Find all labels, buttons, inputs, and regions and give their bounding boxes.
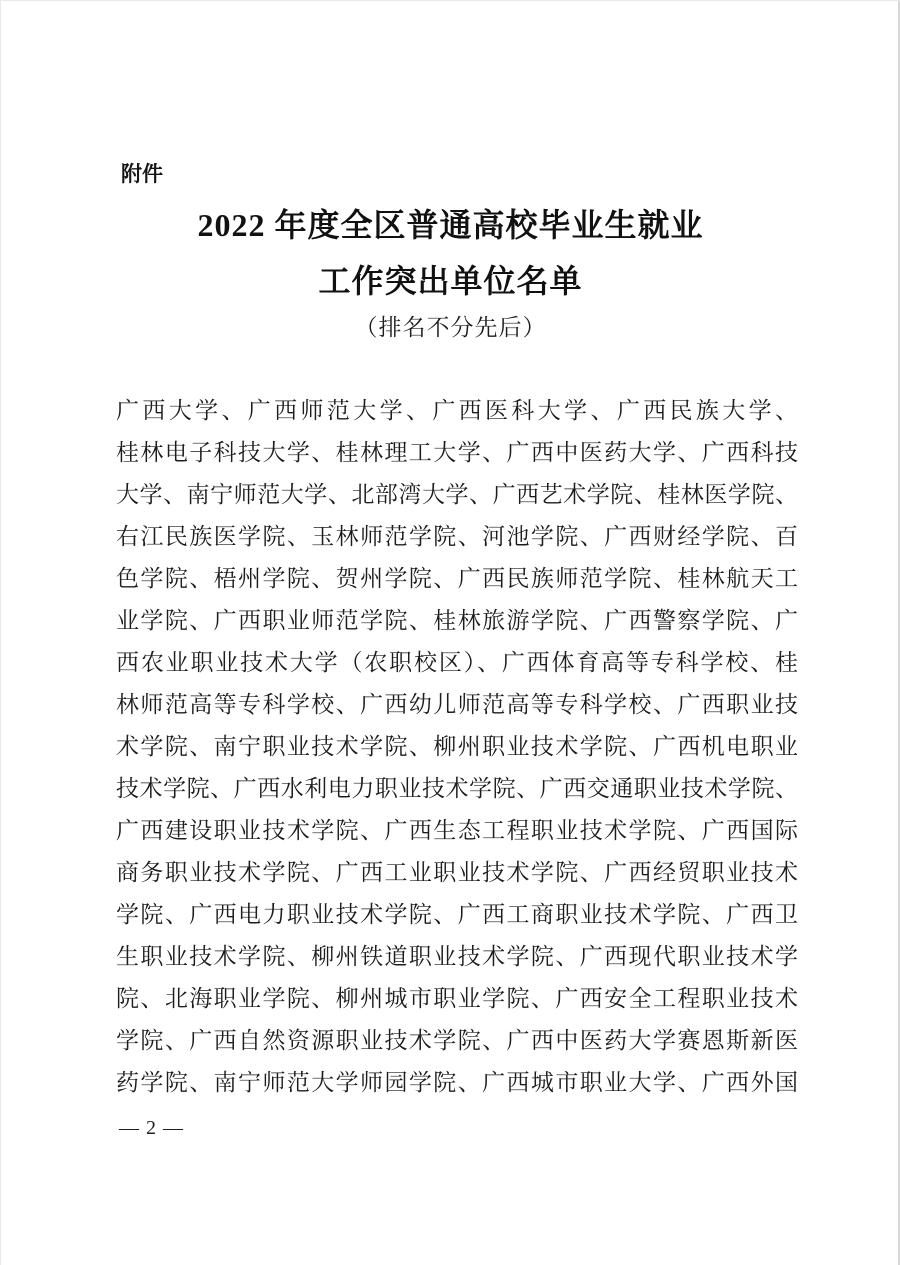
body-text-line: 技术学院、广西水利电力职业技术学院、广西交通职业技术学院、 [116,776,798,801]
body-text-line: 广西建设职业技术学院、广西生态工程职业技术学院、广西国际 [116,818,798,843]
page-number: — 2 — [119,1117,184,1139]
body-text-line: 学院、广西自然资源职业技术学院、广西中医药大学赛恩斯新医 [116,1028,798,1053]
body-text-line: 术学院、南宁职业技术学院、柳州职业技术学院、广西机电职业 [116,734,798,759]
body-text-line: 生职业技术学院、柳州铁道职业技术学院、广西现代职业技术学 [116,944,798,969]
document-body-paragraph [116,390,798,1104]
body-text-line: 学院、广西电力职业技术学院、广西工商职业技术学院、广西卫 [116,902,798,927]
document-subtitle: （排名不分先后） [354,315,547,340]
body-text-line: 药学院、南宁师范大学师园学院、广西城市职业大学、广西外国 [116,1070,798,1095]
body-text-line: 桂林电子科技大学、桂林理工大学、广西中医药大学、广西科技 [116,440,798,465]
body-text-line: 西农业职业技术大学（农职校区）、广西体育高等专科学校、桂 [116,650,798,675]
document-title-line-1: 2022 年度全区普通高校毕业生就业 [197,207,704,243]
document-title [1,197,900,309]
body-text-line: 商务职业技术学院、广西工业职业技术学院、广西经贸职业技术 [116,860,798,885]
body-text-line: 大学、南宁师范大学、北部湾大学、广西艺术学院、桂林医学院、 [116,482,798,507]
body-text-line: 色学院、梧州学院、贺州学院、广西民族师范学院、桂林航天工 [116,566,798,591]
attachment-label: 附件 [121,163,163,186]
body-text-line: 业学院、广西职业师范学院、桂林旅游学院、广西警察学院、广 [116,608,798,633]
body-text-line: 林师范高等专科学校、广西幼儿师范高等专科学校、广西职业技 [116,692,798,717]
body-text-line: 右江民族医学院、玉林师范学院、河池学院、广西财经学院、百 [116,524,798,549]
document-title-line-2: 工作突出单位名单 [318,263,583,299]
body-text-line: 广西大学、广西师范大学、广西医科大学、广西民族大学、 [116,398,798,423]
body-text-line: 院、北海职业学院、柳州城市职业学院、广西安全工程职业技术 [116,986,798,1011]
